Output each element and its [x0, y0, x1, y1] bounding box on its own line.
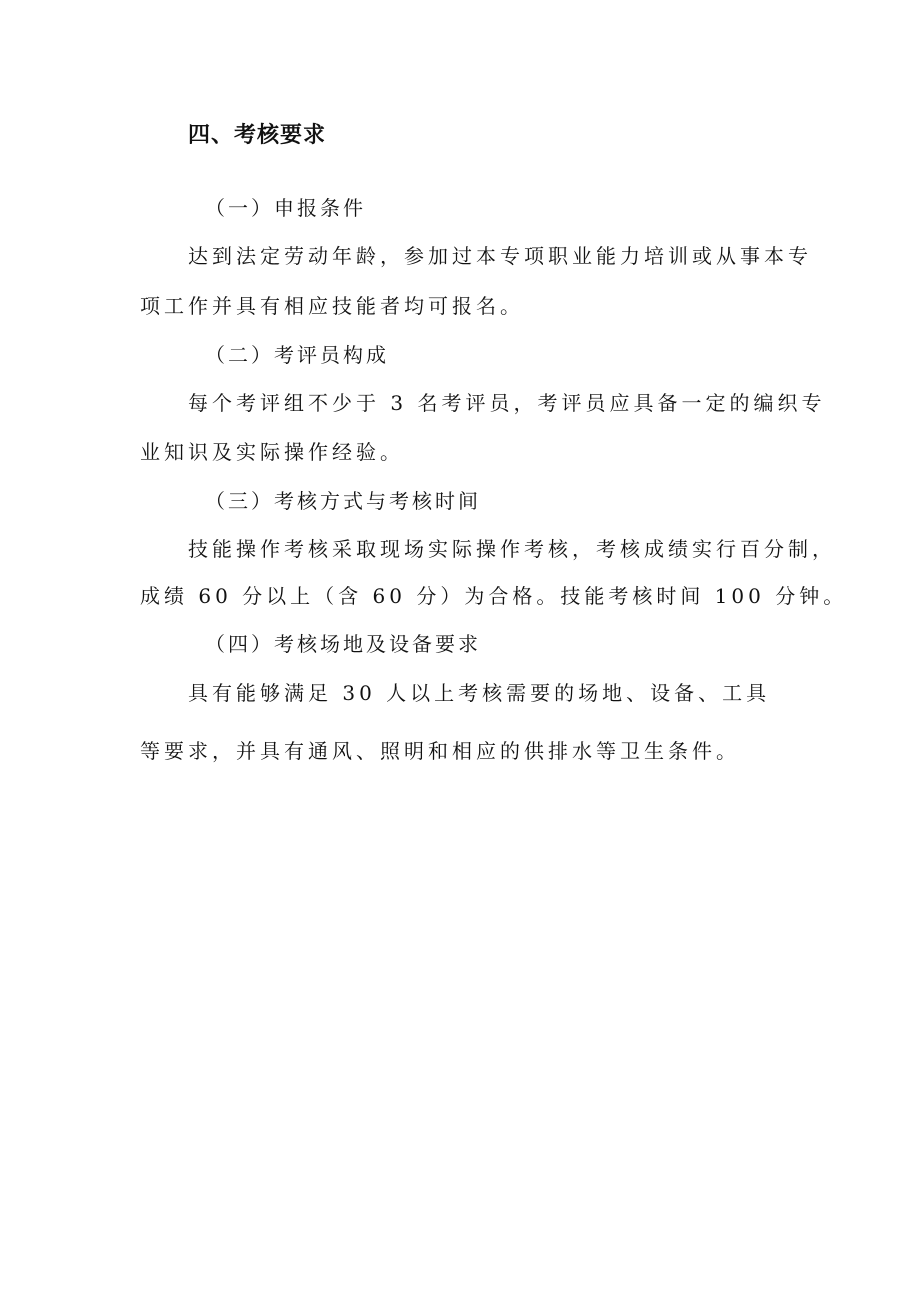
paragraph-3-line-1: 技能操作考核采取现场实际操作考核，考核成绩实行百分制， [188, 537, 836, 561]
paragraph-1-line-1: 达到法定劳动年龄，参加过本专项职业能力培训或从事本专 [188, 244, 812, 268]
subsection-heading-4: （四）考核场地及设备要求 [205, 632, 481, 656]
section-title: 四、考核要求 [188, 123, 327, 148]
paragraph-3-line-2: 成绩 60 分以上（含 60 分）为合格。技能考核时间 100 分钟。 [140, 584, 848, 608]
subsection-heading-3: （三）考核方式与考核时间 [205, 489, 481, 513]
subsection-heading-2: （二）考评员构成 [205, 343, 389, 367]
subsection-heading-1: （一）申报条件 [205, 196, 366, 220]
paragraph-4-line-2: 等要求，并具有通风、照明和相应的供排水等卫生条件。 [140, 739, 740, 763]
paragraph-4-line-1: 具有能够满足 30 人以上考核需要的场地、设备、工具 [188, 681, 771, 705]
paragraph-2-line-1: 每个考评组不少于 3 名考评员，考评员应具备一定的编织专 [188, 391, 826, 415]
paragraph-1-line-2: 项工作并具有相应技能者均可报名。 [140, 294, 524, 318]
paragraph-2-line-2: 业知识及实际操作经验。 [140, 440, 404, 464]
